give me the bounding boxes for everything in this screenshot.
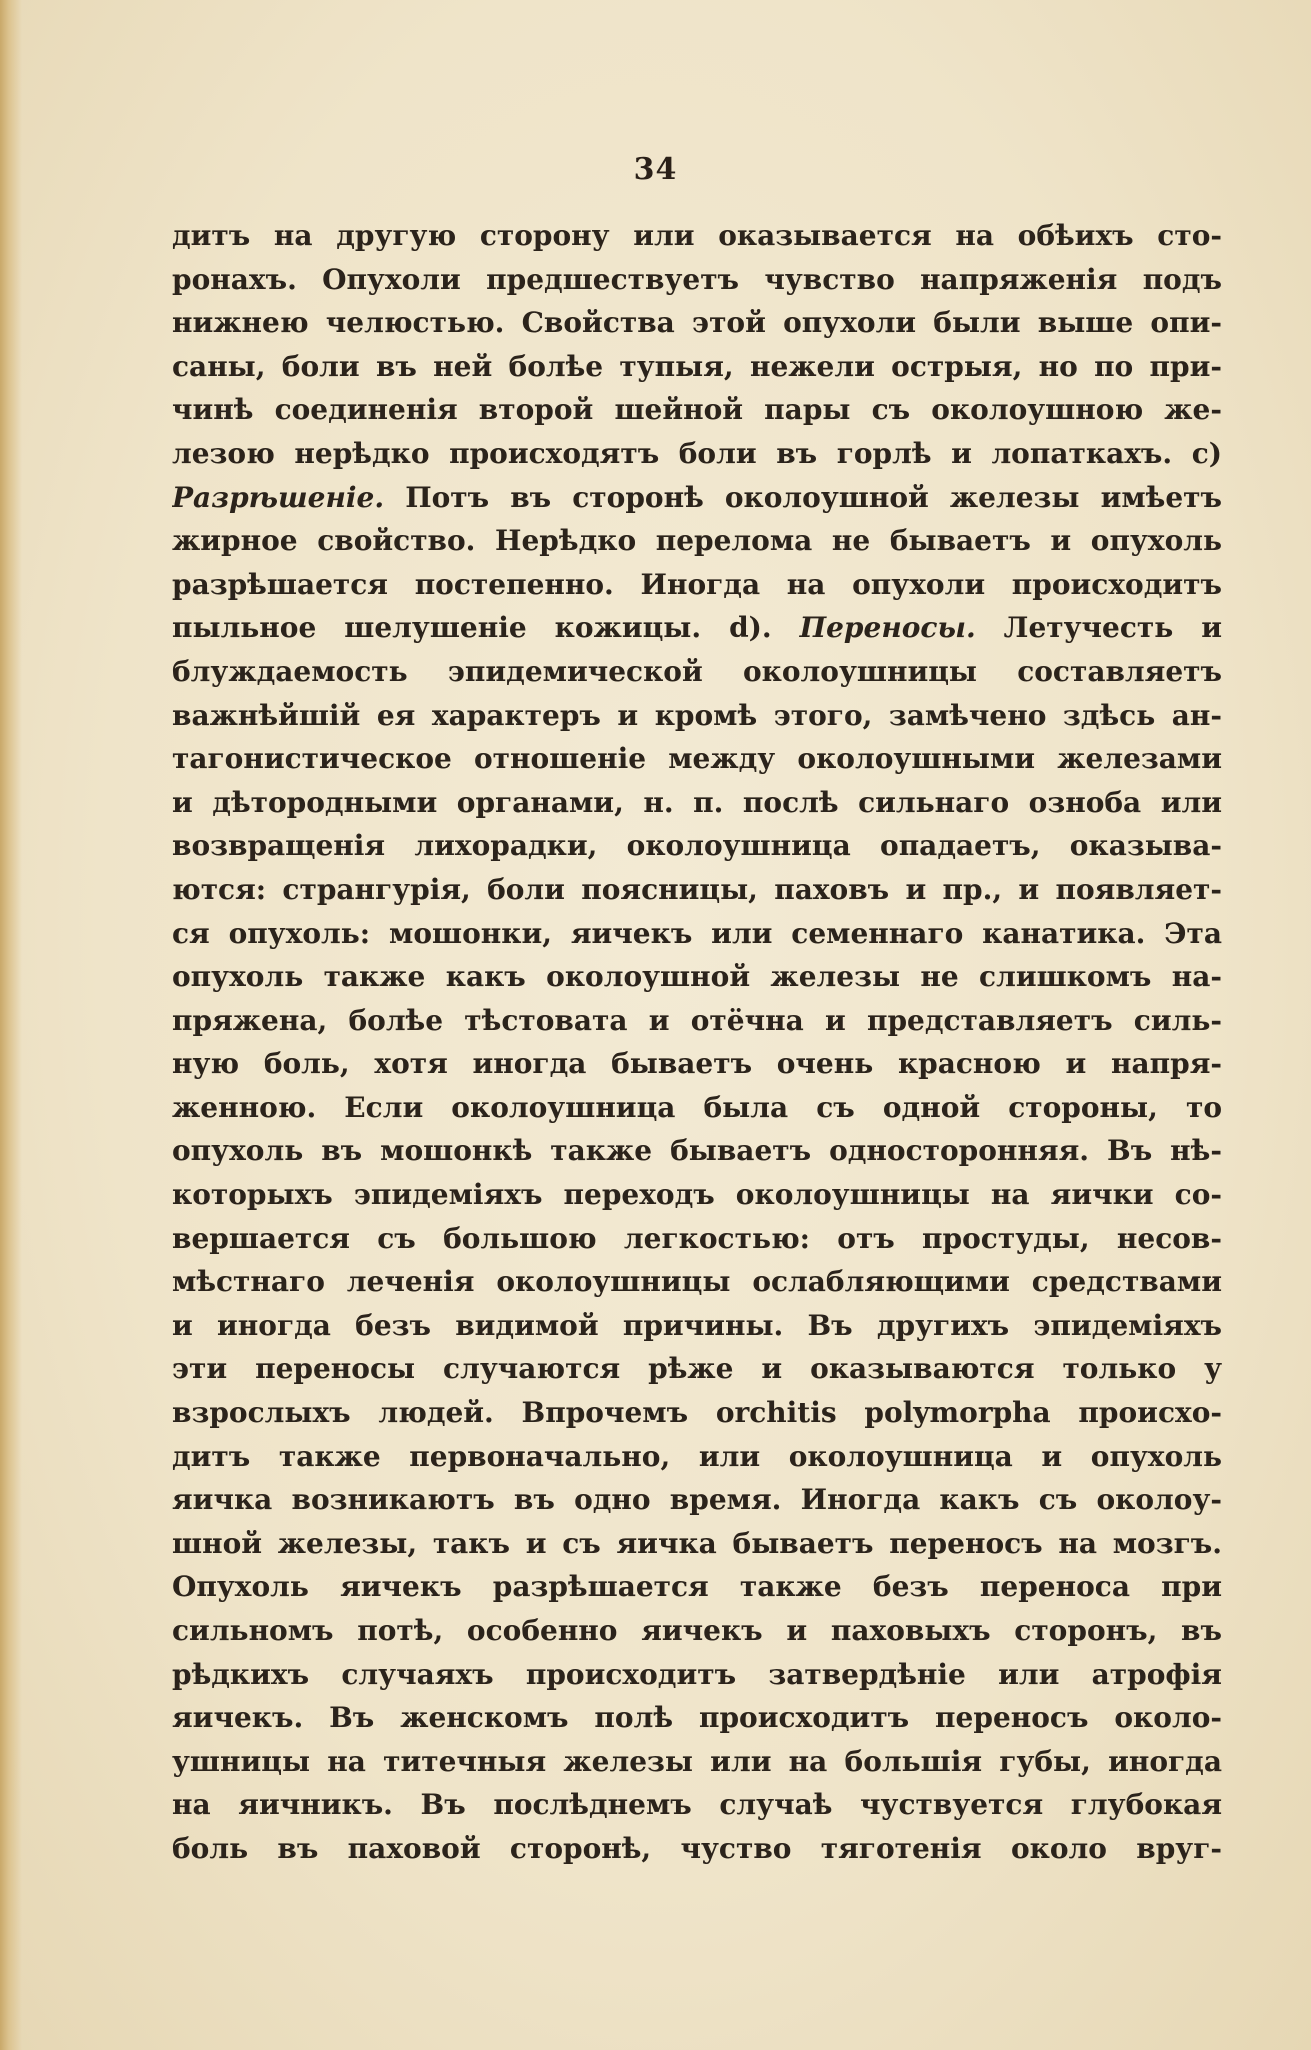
text-line: на яичникъ. Въ послѣднемъ случаѣ чуствуется глубокая: [172, 1788, 1222, 1822]
text-line: важнѣйшій ея характеръ и кромѣ этого, замѣчено здѣсь ан-: [172, 698, 1222, 732]
text-line: саны, боли въ ней болѣе тупыя, нежели острыя, но по при-: [172, 349, 1222, 383]
text-line: опухоль въ мошонкѣ также бываетъ односторонняя. Въ нѣ-: [172, 1134, 1222, 1168]
text-line: яичка возникаютъ въ одно время. Иногда какъ съ околоу-: [172, 1483, 1222, 1517]
page-edge-stain: [0, 0, 22, 2050]
text-line: женною. Если околоушница была съ одной стороны, то: [172, 1090, 1222, 1124]
text-line: возвращенія лихорадки, околоушница опадаетъ, оказыва-: [172, 829, 1222, 863]
text-line: ся опухоль: мошонки, яичекъ или семеннаго канатика. Эта: [172, 916, 1222, 950]
text-line: боль въ паховой сторонѣ, чуство тяготенія около вруг-: [172, 1831, 1222, 1865]
text-line: вершается съ большою легкостью: отъ простуды, несов-: [172, 1221, 1222, 1255]
text-line: взрослыхъ людей. Впрочемъ orchitis polymorpha происхо-: [172, 1396, 1222, 1430]
text-line: шной железы, такъ и съ яичка бываетъ переносъ на мозгъ.: [172, 1526, 1222, 1560]
text-line: разрѣшается постепенно. Иногда на опухоли происходитъ: [172, 567, 1222, 601]
text-line: мѣстнаго леченія околоушницы ослабляющими средствами: [172, 1265, 1222, 1299]
text-line: дитъ также первоначально, или околоушница и опухоль: [172, 1439, 1222, 1473]
text-line: ются: странгурія, боли поясницы, паховъ и пр., и появляет-: [172, 872, 1222, 906]
text-line: ушницы на титечныя железы или на большія губы, иногда: [172, 1744, 1222, 1778]
text-line: эти переносы случаются рѣже и оказываются только у: [172, 1352, 1222, 1386]
text-line: лезою нерѣдко происходятъ боли въ горлѣ и лопаткахъ. c): [172, 436, 1222, 470]
text-line: пряжена, болѣе тѣстовата и отёчна и представляетъ силь-: [172, 1003, 1222, 1037]
text-line: сильномъ потѣ, особенно яичекъ и паховыхъ сторонъ, въ: [172, 1614, 1222, 1647]
text-line: тагонистическое отношеніе между околоушными железами: [172, 742, 1222, 776]
text-line: опухоль также какъ околоушной железы не слишкомъ на-: [172, 960, 1222, 994]
text-line: рѣдкихъ случаяхъ происходитъ затвердѣніе или атрофія: [172, 1657, 1222, 1691]
text-line-with-term: Разрѣшеніе. Потъ въ сторонѣ околоушной железы имѣетъ: [172, 480, 1222, 514]
text-line: дитъ на другую сторону или оказывается на обѣихъ сто-: [172, 219, 1222, 252]
italic-term: Переносы.: [799, 611, 976, 645]
text-line: которыхъ эпидеміяхъ переходъ околоушницы на яички со-: [172, 1178, 1222, 1212]
text-line: жирное свойство. Нерѣдко перелома не бываетъ и опухоль: [172, 524, 1222, 558]
text-line: блуждаемость эпидемической околоушницы составляетъ: [172, 654, 1222, 688]
text-line: нижнею челюстью. Свойства этой опухоли были выше опи-: [172, 306, 1222, 340]
text-line: яичекъ. Въ женскомъ полѣ происходитъ переносъ около-: [172, 1701, 1222, 1735]
text-line: чинѣ соединенія второй шейной пары съ околоушною же-: [172, 393, 1222, 427]
italic-term: Разрѣшеніе.: [172, 480, 385, 514]
text-line: Опухоль яичекъ разрѣшается также безъ переноса при: [172, 1570, 1222, 1604]
text-line: и дѣтородными органами, н. п. послѣ сильнаго озноба или: [172, 785, 1222, 819]
text-line: ронахъ. Опухоли предшествуетъ чувство напряженія подъ: [172, 262, 1222, 296]
page-number: 34: [633, 152, 678, 187]
text-line: и иногда безъ видимой причины. Въ другихъ эпидеміяхъ: [172, 1308, 1222, 1342]
text-line-with-term: пыльное шелушеніе кожицы. d). Переносы. Летучесть и: [172, 611, 1222, 645]
text-line: ную боль, хотя иногда бываетъ очень красною и напря-: [172, 1047, 1222, 1081]
body-text: [172, 214, 1222, 1871]
